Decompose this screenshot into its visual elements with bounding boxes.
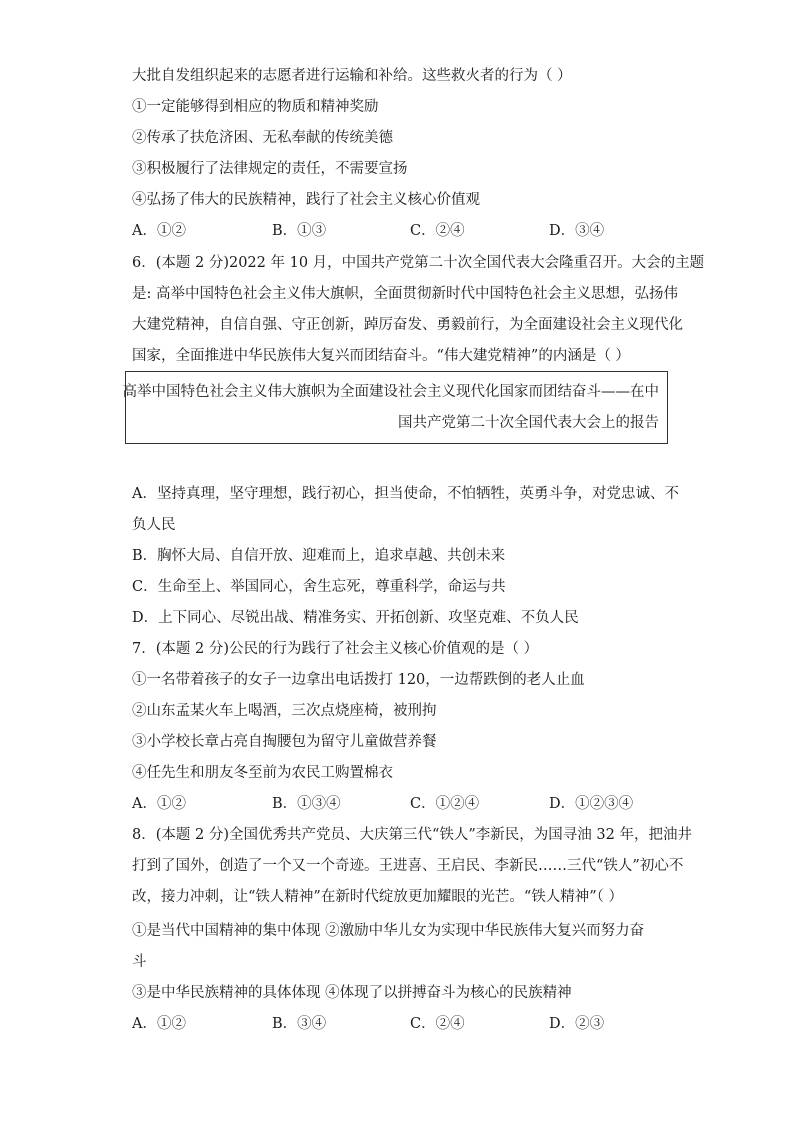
q8-statement-line-3: ③是中华民族精神的具体体现 ④体现了以拼搏奋斗为核心的民族精神 xyxy=(132,985,572,1001)
q6-quote-box xyxy=(122,371,668,444)
q6-quote-line-2: 国共产党第二十次全国代表大会上的报告 xyxy=(398,415,659,431)
q8-stem-line-3: 改，接力冲刺，让“铁人精神”在新时代绽放更加耀眼的光芒。“铁人精神”（ ） xyxy=(132,889,624,905)
q7-stem: 7．(本题 2 分)公民的行为践行了社会主义核心价值观的是（ ） xyxy=(132,641,539,657)
q8-option-c[interactable]: C．②④ xyxy=(410,1016,465,1032)
q5-stem: 大批自发组织起来的志愿者进行运输和补给。这些救火者的行为（ ） xyxy=(132,68,572,84)
q7-option-d[interactable]: D．①②③④ xyxy=(549,796,634,812)
q6-option-b[interactable]: B．胸怀大局、自信开放、迎难而上，追求卓越、共创未来 xyxy=(132,548,506,564)
q7-statement-3: ③小学校长章占亮自掏腰包为留守儿童做营养餐 xyxy=(132,734,437,750)
q6-stem-line-4: 国家，全面推进中华民族伟大复兴而团结奋斗。“伟大建党精神”的内涵是（ ） xyxy=(132,348,630,364)
q5-options xyxy=(132,221,692,241)
q6-option-d[interactable]: D．上下同心、尽锐出战、精准务实、开拓创新、攻坚克难、不负人民 xyxy=(132,610,579,626)
q7-statement-2: ②山东孟某火车上喝酒，三次点烧座椅，被刑拘 xyxy=(132,703,437,719)
q8-option-b[interactable]: B．③④ xyxy=(272,1016,327,1032)
q6-option-a[interactable]: A．坚持真理，坚守理想，践行初心，担当使命，不怕牺牲，英勇斗争，对党忠诚、不 xyxy=(132,486,679,502)
q6-quote-line-1: 高举中国特色社会主义伟大旗帜为全面建设社会主义现代化国家而团结奋斗——在中 xyxy=(122,384,659,400)
q6-stem-line-3: 大建党精神，自信自强、守正创新，踔厉奋发、勇毅前行，为全面建设社会主义现代化 xyxy=(132,317,683,333)
q6-option-c[interactable]: C．生命至上、举国同心，舍生忘死，尊重科学，命运与共 xyxy=(132,579,506,595)
q5-statement-4: ④弘扬了伟大的民族精神，践行了社会主义核心价值观 xyxy=(132,192,480,208)
q5-option-a[interactable]: A．①② xyxy=(132,223,186,239)
q8-stem-line-1: 8．(本题 2 分)全国优秀共产党员、大庆第三代“铁人”李新民，为国寻油 32 年，把油井 xyxy=(132,827,692,843)
q7-option-c[interactable]: C．①②④ xyxy=(410,796,480,812)
q8-option-d[interactable]: D．②③ xyxy=(549,1016,605,1032)
q5-statement-1: ①一定能够得到相应的物质和精神奖励 xyxy=(132,99,379,115)
q8-options xyxy=(132,1014,692,1034)
q8-statement-line-1: ①是当代中国精神的集中体现 ②激励中华儿女为实现中华民族伟大复兴而努力奋 xyxy=(132,923,645,939)
q7-options xyxy=(132,794,692,814)
q8-statement-line-2: 斗 xyxy=(132,954,147,970)
q7-option-b[interactable]: B．①③④ xyxy=(272,796,341,812)
q8-stem-line-2: 打到了国外，创造了一个又一个奇迹。王进喜、王启民、李新民……三代“铁人”初心不 xyxy=(132,858,684,874)
q5-option-c[interactable]: C．②④ xyxy=(410,223,465,239)
q8-option-a[interactable]: A．①② xyxy=(132,1016,186,1032)
q7-statement-1: ①一名带着孩子的女子一边拿出电话拨打 120，一边帮跌倒的老人止血 xyxy=(132,672,585,688)
q5-statement-2: ②传承了扶危济困、无私奉献的传统美德 xyxy=(132,130,393,146)
q5-statement-3: ③积极履行了法律规定的责任，不需要宣扬 xyxy=(132,161,408,177)
q7-option-a[interactable]: A．①② xyxy=(132,796,186,812)
q6-option-a-cont[interactable]: 负人民 xyxy=(132,517,176,533)
q6-stem-line-1: 6．(本题 2 分)2022 年 10 月，中国共产党第二十次全国代表大会隆重召开。大会的主题 xyxy=(132,255,705,271)
q5-option-b[interactable]: B．①③ xyxy=(272,223,327,239)
q5-option-d[interactable]: D．③④ xyxy=(549,223,605,239)
q6-stem-line-2: 是: 高举中国特色社会主义伟大旗帜，全面贯彻新时代中国特色社会主义思想，弘扬伟 xyxy=(132,286,678,302)
q7-statement-4: ④任先生和朋友冬至前为农民工购置棉衣 xyxy=(132,765,393,781)
